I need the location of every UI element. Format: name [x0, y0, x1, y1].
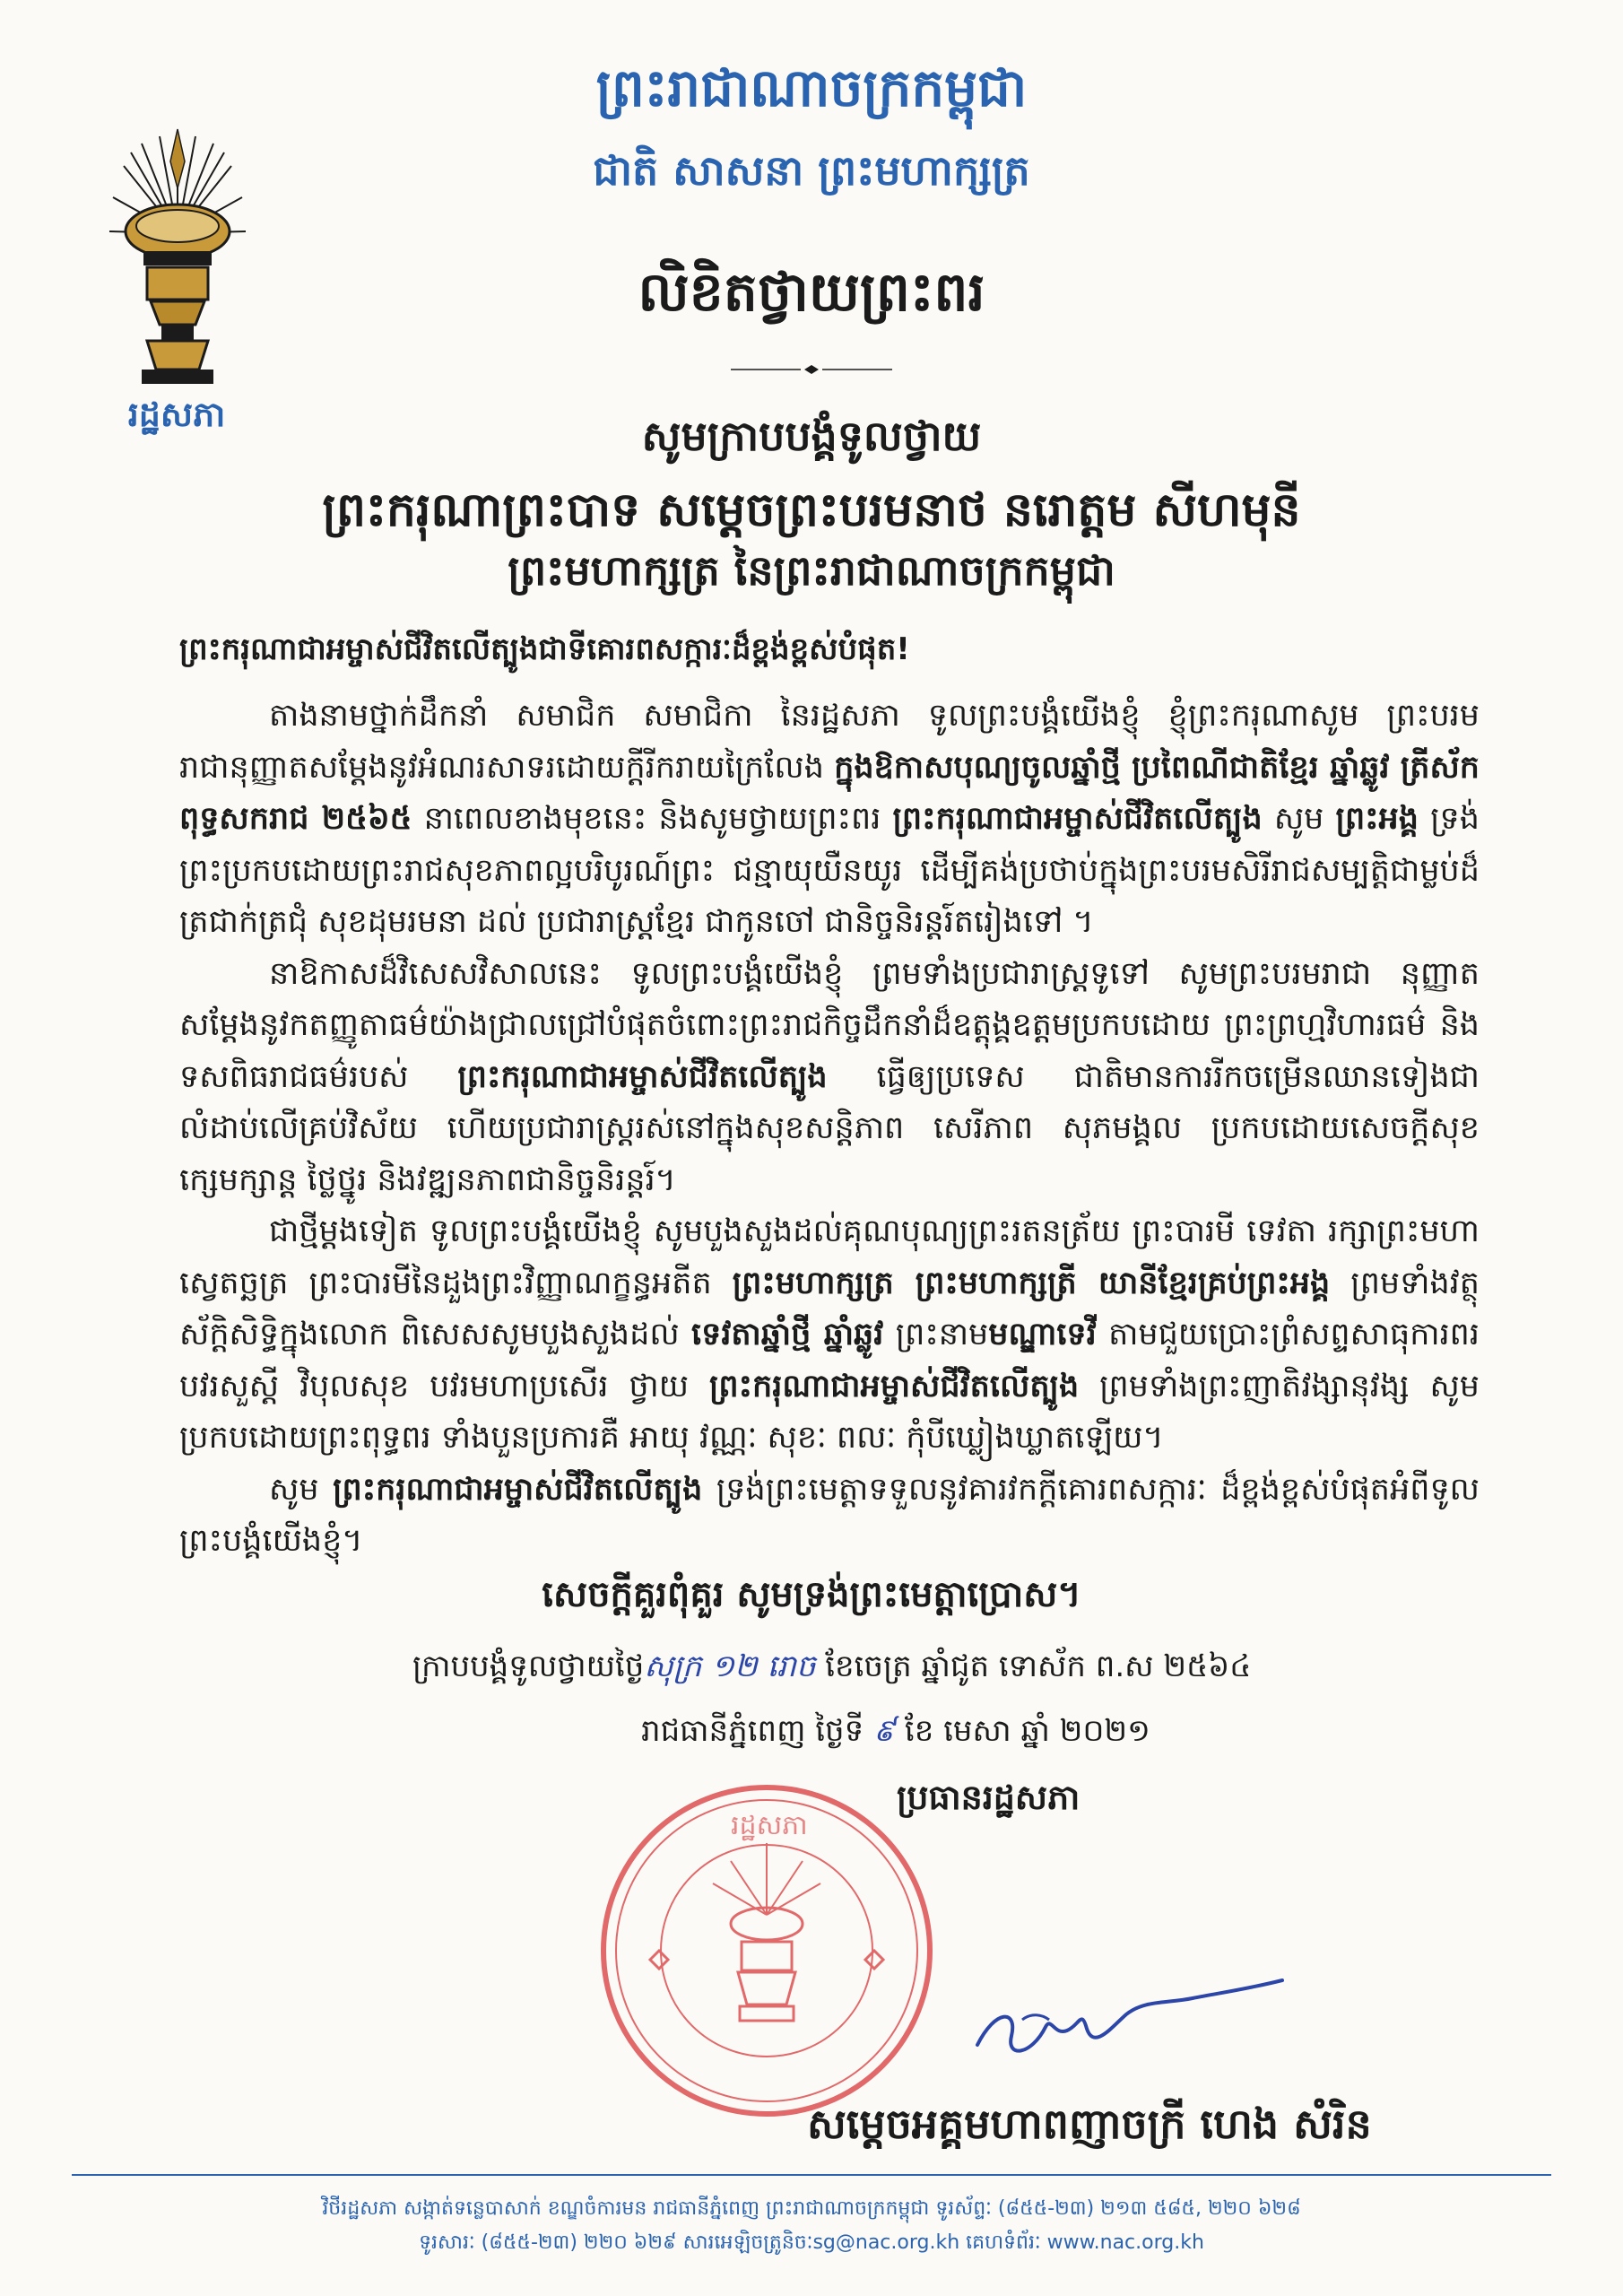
official-seal-stamp — [596, 1780, 937, 2121]
emphasized-text: ព្រះករុណាជាអម្ចាស់ជីវិតលើត្បូង — [457, 1058, 828, 1095]
lunar-date-prefix: ក្រាបបង្គំទូលថ្វាយថ្ងៃ — [412, 1648, 645, 1684]
body-text-run: ធ្វើឲ្យប្រទេស ជាតិមានការរីកចម្រើនឈានទៀងជាលំដាប់លើគ្រប់វិស័យ ហើយប្រជារាស្ត្ររស់នៅក្នុងសុខសន្តិភាព សេរីភាព សុភមង្គល ប្រកបដោយសេចក្តីសុខក្សេមក្សាន្ត ថ្លៃថ្នូរ និងវឌ្ឍនភាពជានិច្ចនិរន្តរ៍។ — [179, 1058, 1480, 1198]
emphasized-text: មណ្ឌាទេវី — [988, 1317, 1097, 1352]
body-paragraph — [179, 1465, 1480, 1568]
body-text-run: ទ្រង់ព្រះមេត្តាទទួលនូវគារវកក្តីគោរពសក្ការៈ ដ៏ខ្ពង់ខ្ពស់បំផុតអំពីទូលព្រះបង្គំយើងខ្ញុំ។ — [179, 1471, 1480, 1559]
emphasized-text: ព្រះមហាក្សត្រ ព្រះមហាក្សត្រី យានីខ្មែរគ្រប់ព្រះអង្គ — [732, 1265, 1331, 1301]
emphasized-text: ព្រះករុណាជាអម្ចាស់ជីវិតលើត្បូង — [333, 1471, 703, 1508]
closing-line: សេចក្តីគួរពុំគួរ សូមទ្រង់ព្រះមេត្តាប្រោស។ — [542, 1574, 1081, 1615]
footer-divider — [72, 2174, 1551, 2176]
city-date-line — [641, 1711, 1150, 1756]
kingdom-name: ព្រះរាជាណាចក្រកម្ពុជា — [595, 57, 1028, 118]
signatory-title: ប្រធានរដ្ឋសភា — [897, 1778, 1081, 1817]
body-text-run: ព្រមទាំងវត្ថុស័ក្តិសិទ្ធិក្នុងលោក ពិសេសសូមបួងសួងដល់ — [179, 1265, 1480, 1352]
emphasized-text: ក្នុងឱកាសបុណ្យចូលឆ្នាំថ្មី ប្រពៃណីជាតិខ្មែរ ឆ្នាំឆ្លូវ ត្រីស័ក ពុទ្ធសករាជ ២៥៦៥ — [179, 749, 1480, 837]
letter-body — [179, 691, 1480, 1568]
body-paragraph — [179, 949, 1480, 1207]
city-date-day: ៩ — [873, 1713, 896, 1749]
body-text-run: សូម — [1262, 801, 1336, 837]
salutation: ព្រះករុណាជាអម្ចាស់ជីវិតលើត្បូងជាទីគោរពសក្ការៈដ៏ខ្ពង់ខ្ពស់បំផុត! — [179, 631, 910, 667]
footer-address: វិថីរដ្ឋសភា សង្កាត់ទន្លេបាសាក់ ខណ្ឌចំការមន រាជធានីភ្នំពេញ ព្រះរាជាណាចក្រកម្ពុជា ទូរស័ព្ទៈ (៨៥៥-២៣) ២១៣ ៥៨៥, ២២០ ៦២៨ — [322, 2197, 1301, 2220]
document-title: លិខិតថ្វាយព្រះពរ — [638, 261, 985, 324]
footer-contact: ទូរសារៈ (៨៥៥-២៣) ២២០ ៦២៩ សារអេឡិចត្រូនិចៈsg@nac.org.kh គេហទំព័រៈ www.nac.org.kh — [419, 2231, 1204, 2254]
body-paragraph — [179, 1206, 1480, 1465]
city-date-prefix: រាជធានីភ្នំពេញ ថ្ងៃទី — [641, 1713, 874, 1749]
emphasized-text: ព្រះករុណាជាអម្ចាស់ជីវិតលើត្បូង — [708, 1368, 1080, 1405]
emblem-caption: រដ្ឋសភា — [127, 395, 226, 434]
body-text-run: ព្រះនាម — [883, 1317, 989, 1352]
lunar-date-suffix: ខែចេត្រ ឆ្នាំជូត ទោស័ក ព.ស ២៥៦៤ — [815, 1648, 1252, 1684]
lunar-date-handwritten: សុក្រ ១២ រោច — [644, 1648, 816, 1684]
body-text-run: ទ្រង់ព្រះប្រកបដោយព្រះរាជសុខភាពល្អបរិបូរណ៍ព្រះ ជន្មាយុយឺនយូរ ដើម្បីគង់ប្រថាប់ក្នុងព្រះបរមសិរីរាជសម្បត្តិជាម្លប់ដ៏ត្រជាក់ត្រជុំ សុខដុមរមនា ដល់ ប្រជារាស្ត្រខ្មែរ ជាកូនចៅ ជានិច្ចនិរន្តរ៍តរៀងទៅ ។ — [179, 801, 1480, 940]
seal-ring-text: រដ្ឋសភា — [731, 1810, 808, 1841]
divider-ornament-icon — [731, 364, 892, 375]
address-line-1: សូមក្រាបបង្គំទូលថ្វាយ — [641, 412, 982, 460]
emphasized-text: ព្រះករុណាជាអម្ចាស់ជីវិតលើត្បូង — [892, 801, 1263, 837]
body-text-run: ព្រមទាំងព្រះញាតិវង្សានុវង្ស សូមប្រកបដោយព្រះពុទ្ធពរ ទាំងបួនប្រការគឺ អាយុ វណ្ណៈ សុខៈ ពលៈ កុំបីឃ្លៀងឃ្លាតឡើយ។ — [179, 1368, 1480, 1456]
body-text-run: សូម — [269, 1471, 334, 1508]
national-motto: ជាតិ សាសនា ព្រះមហាក្សត្រ — [593, 146, 1030, 195]
emphasized-text: ព្រះអង្គ — [1335, 801, 1419, 837]
address-line-3: ព្រះមហាក្សត្រ នៃព្រះរាជាណាចក្រកម្ពុជា — [508, 546, 1115, 595]
emphasized-text: ទេវតាឆ្នាំថ្មី ឆ្នាំឆ្លូវ — [691, 1317, 884, 1352]
body-text-run: តាមជួយប្រោះព្រំសព្ទសាធុការពរ បវរសួស្តី វិបុលសុខ បវរមហាប្រសើរ ថ្វាយ — [179, 1317, 1480, 1405]
city-date-suffix: ខែ មេសា ឆ្នាំ ២០២១ — [895, 1713, 1150, 1749]
handwritten-signature — [968, 1973, 1291, 2072]
address-line-2: ព្រះករុណាព្រះបាទ សម្តេចព្រះបរមនាថ នរោត្តម សីហមុនី — [322, 483, 1301, 537]
body-text-run: ជាថ្មីម្តងទៀត ទូលព្រះបង្គំយើងខ្ញុំ សូមបួងសួងដល់គុណបុណ្យព្រះរតនត្រ័យ ព្រះបារមី ទេវតា រក្សាព្រះមហាស្វេតច្ឆត្រ ព្រះបារមីនៃដួងព្រះវិញ្ញាណក្ខន្ធអតីត — [179, 1213, 1480, 1301]
lunar-date-line — [412, 1647, 1251, 1692]
body-text-run: នាពេលខាងមុខនេះ និងសូមថ្វាយព្រះពរ — [412, 801, 893, 837]
body-paragraph — [179, 691, 1480, 949]
signatory-name: សម្តេចអគ្គមហាពញាចក្រី ហេង សំរិន — [807, 2100, 1372, 2148]
body-text-run: តាងនាមថ្នាក់ដឹកនាំ សមាជិក សមាជិកា នៃរដ្ឋសភា ទូលព្រះបង្គំយើងខ្ញុំ ខ្ញុំព្រះករុណាសូម ព្រះបរមរាជានុញ្ញាតសម្តែងនូវអំណរសាទរដោយក្តីរីករាយក្រៃលែង — [179, 698, 1480, 786]
body-text-run: នាឱកាសដ៏វិសេសវិសាលនេះ ទូលព្រះបង្គំយើងខ្ញុំ ព្រមទាំងប្រជារាស្ត្រទូទៅ សូមព្រះបរមរាជា នុញ្ញាតសម្តែងនូវកតញ្ញូតាធម៌យ៉ាងជ្រាលជ្រៅបំផុតចំពោះព្រះរាជកិច្ចដឹកនាំដ៏ឧត្តុង្គឧត្តមប្រកបដោយ ព្រះព្រហ្មវិហារធម៌ និងទសពិធរាជធម៌របស់ — [179, 955, 1480, 1095]
